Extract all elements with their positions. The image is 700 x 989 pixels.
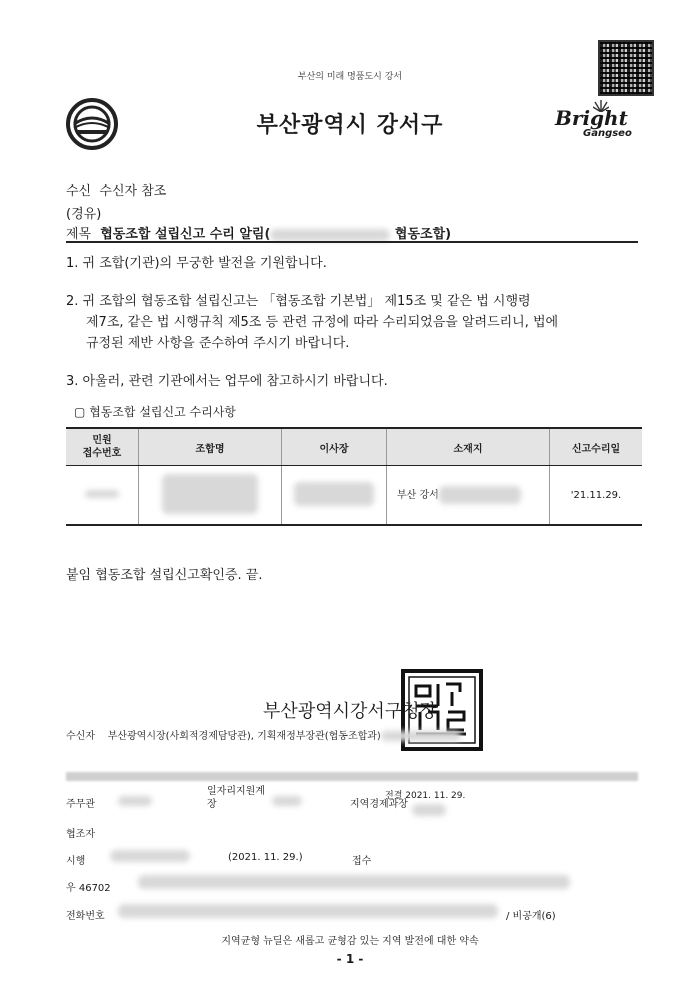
director-label: 지역경제과장 xyxy=(350,799,408,810)
paragraph-2-line-2: 제7조, 같은 법 시행규칙 제5조 등 관련 규정에 따라 수리되었음을 알려드리니, 법에 xyxy=(86,315,559,330)
section-title: ▢ 협동조합 설립신고 수리사항 xyxy=(74,405,236,419)
redacted-address-line xyxy=(138,875,570,889)
subject-label: 제목 xyxy=(66,227,92,242)
paragraph-2-line-1: 2. 귀 조합의 협동조합 설립신고는 「협동조합 기본법」 제15조 및 같은 법 시행령 xyxy=(66,294,531,309)
paragraph-1: 1. 귀 조합(기관)의 무궁한 발전을 기원합니다. xyxy=(66,256,327,271)
via-line: (경유) xyxy=(66,207,102,222)
paragraph-3: 3. 아울러, 관련 기관에서는 업무에 참고하시기 바랍니다. xyxy=(66,374,388,389)
redacted-team-lead xyxy=(272,796,302,806)
footer-motto: 지역균형 뉴딜은 새롭고 균형감 있는 지역 발전에 대한 약속 xyxy=(221,936,479,947)
receipt-label: 접수 xyxy=(352,856,372,867)
redacted-enforce-no xyxy=(110,850,190,862)
drafter-label: 주무관 xyxy=(66,799,95,810)
column-header-address: 소재지 xyxy=(387,428,550,466)
redacted-cooperative-name xyxy=(162,474,258,514)
address-prefix: 부산 강서 xyxy=(397,490,439,501)
column-header-name: 조합명 xyxy=(139,428,282,466)
redacted-receiver xyxy=(381,731,461,741)
brand-main: Bright xyxy=(555,106,628,130)
header-slogan: 부산의 미래 명품도시 강서 xyxy=(297,72,403,82)
document-title: 부산광역시 강서구 xyxy=(256,113,444,138)
redacted-receipt-no xyxy=(85,490,119,498)
page-number: - 1 - xyxy=(336,952,364,966)
redacted-address xyxy=(439,486,521,504)
disclosure-label: / 비공개(6) xyxy=(506,911,556,922)
subject-suffix: 협동조합) xyxy=(390,227,452,242)
cell-receipt-no xyxy=(66,466,139,526)
cell-date: '21.11.29. xyxy=(570,489,622,501)
team-label: 일자리지원계 장 xyxy=(207,786,265,810)
redacted-drafter xyxy=(118,796,152,806)
redacted-band xyxy=(66,772,638,781)
redacted-contact-line xyxy=(118,904,498,918)
paragraph-2-line-3: 규정된 제반 사항을 준수하여 주시기 바랍니다. xyxy=(86,336,350,351)
cooperator-label: 협조자 xyxy=(66,829,95,840)
subject-line xyxy=(66,223,451,242)
attachment-line: 붙임 협동조합 설립신고확인증. 끝. xyxy=(66,568,263,583)
postal-label: 우 46702 xyxy=(66,883,111,894)
receivers-label: 수신자 xyxy=(66,731,95,742)
brand-sub: Gangseo xyxy=(583,128,632,139)
cell-chairman xyxy=(282,466,387,526)
redacted-chairman xyxy=(294,482,374,506)
cell-name xyxy=(139,466,282,526)
recipient-line xyxy=(66,180,166,199)
cooperative-table xyxy=(66,427,642,526)
enforce-label: 시행 xyxy=(66,856,86,867)
redacted-name xyxy=(270,229,390,241)
subject-prefix: 협동조합 설립신고 수리 알림( xyxy=(100,227,271,242)
cell-address xyxy=(387,466,550,526)
table-header-row xyxy=(66,428,642,466)
approval-date: 전결 2021. 11. 29. xyxy=(385,791,466,801)
table-row xyxy=(66,466,642,526)
issuer-name: 부산광역시강서구청장 xyxy=(263,701,437,722)
redacted-director xyxy=(412,804,446,816)
phone-label: 전화번호 xyxy=(66,911,105,922)
recipient-label: 수신 xyxy=(66,184,92,199)
receivers-value: 부산광역시장(사회적경제담당관), 기획재정부장관(협동조합과) xyxy=(107,731,381,742)
subject-divider xyxy=(66,241,638,243)
recipient-value: 수신자 참조 xyxy=(99,184,167,199)
column-header-date: 신고수리일 xyxy=(550,428,643,466)
column-header-chairman: 이사장 xyxy=(282,428,387,466)
receivers-line xyxy=(66,727,461,742)
qr-code-icon xyxy=(598,40,654,96)
enforce-date: (2021. 11. 29.) xyxy=(228,852,303,863)
gangseo-brand-logo xyxy=(555,100,645,142)
column-header-receipt-no: 민원 접수번호 xyxy=(66,428,139,466)
